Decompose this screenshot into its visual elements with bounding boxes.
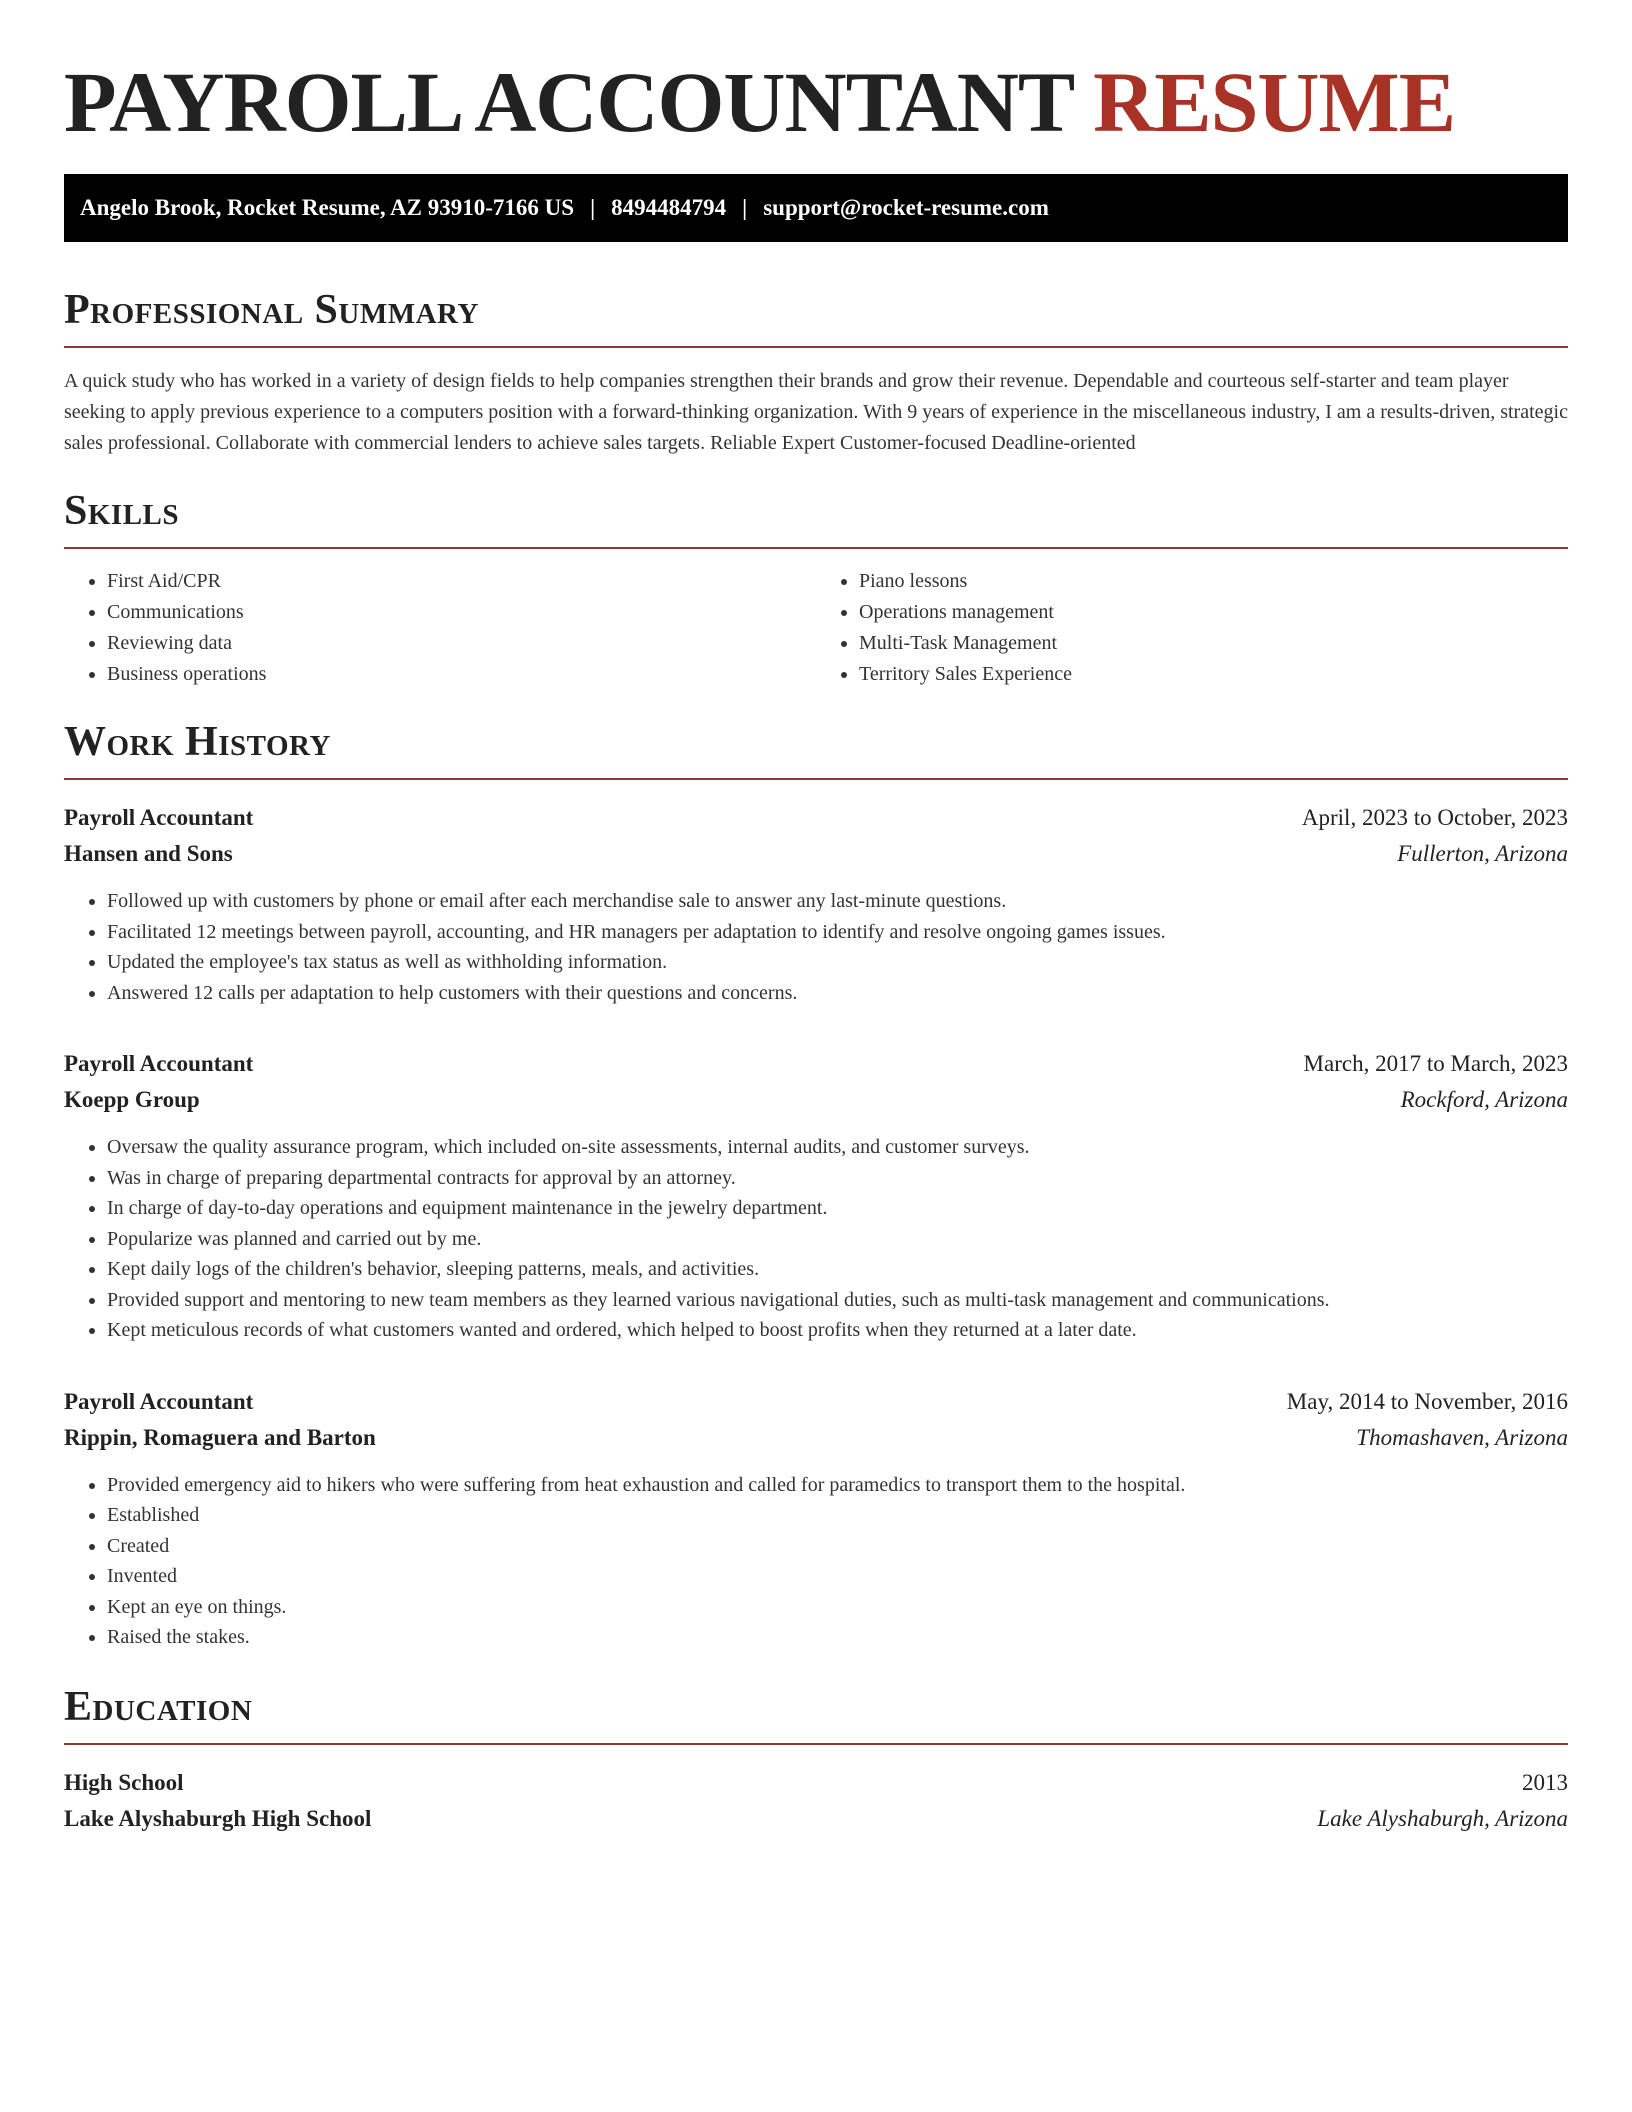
- section-divider: [64, 778, 1568, 780]
- skill-item: • Piano lessons: [859, 566, 1568, 597]
- title-main: PAYROLL ACCOUNTANT: [64, 54, 1073, 150]
- section-divider: [64, 346, 1568, 348]
- skills-column-right: [816, 566, 1568, 690]
- job-dates: May, 2014 to November, 2016: [1286, 1388, 1568, 1414]
- job-duty: • Established: [107, 1500, 1568, 1531]
- contact-phone[interactable]: 8494484794: [611, 195, 727, 220]
- job-company: Koepp Group: [64, 1087, 200, 1112]
- job-duties: [64, 1132, 1568, 1346]
- job-duty: • Raised the stakes.: [107, 1622, 1568, 1653]
- job-company: Rippin, Romaguera and Barton: [64, 1424, 376, 1450]
- skill-item: • Operations management: [859, 597, 1568, 628]
- education-school-row: [64, 1801, 1568, 1837]
- job-entry: [64, 1384, 1568, 1653]
- job-duty: • Popularize was planned and carried out by me.: [107, 1224, 1568, 1255]
- job-entry: [64, 800, 1568, 1008]
- education-school: Lake Alyshaburgh High School: [64, 1805, 372, 1831]
- job-duty: • Provided emergency aid to hikers who were suffering from heat exhaustion and called for paramedics to transport them to the hospital.: [107, 1470, 1568, 1501]
- summary-text: A quick study who has worked in a variety of design fields to help companies strengthen their brands and grow their revenue. Dependable and courteous self-starter and team player seeking to apply previous experience to a computers position with a forward-thinking organization. With 9 years of experience in the miscellaneous industry, I am a results-driven, strategic sales professional. Collaborate with commercial lenders to achieve sales targets. Reliable Expert Customer-focused Deadline-oriented: [64, 370, 1568, 454]
- job-company-row: [64, 836, 1568, 872]
- job-duty: • Was in charge of preparing departmental contracts for approval by an attorney.: [107, 1163, 1568, 1194]
- job-duty: • Answered 12 calls per adaptation to help customers with their questions and concerns.: [107, 978, 1568, 1009]
- job-header-row: [64, 1046, 1568, 1082]
- contact-email[interactable]: support@rocket-resume.com: [763, 195, 1049, 220]
- job-location: Rockford, Arizona: [1400, 1087, 1568, 1112]
- education-degree: High School: [64, 1769, 184, 1795]
- work-history-heading: Work History: [64, 719, 331, 765]
- job-duty: • Facilitated 12 meetings between payroll, accounting, and HR managers per adaptation to identify and resolve ongoing games issues.: [107, 917, 1568, 948]
- job-location: Fullerton, Arizona: [1397, 841, 1568, 866]
- job-dates: April, 2023 to October, 2023: [1301, 805, 1568, 830]
- job-dates: March, 2017 to March, 2023: [1303, 1051, 1568, 1076]
- job-company-row: [64, 1420, 1568, 1456]
- education-location: Lake Alyshaburgh, Arizona: [1317, 1805, 1568, 1831]
- job-duty: • Provided support and mentoring to new team members as they learned various navigational duties, such as multi-task management and communications.: [107, 1285, 1568, 1316]
- contact-address: Angelo Brook, Rocket Resume, AZ 93910-7166 US: [80, 195, 575, 220]
- job-duty: • Kept meticulous records of what customers wanted and ordered, which helped to boost profits when they returned at a later date.: [107, 1315, 1568, 1346]
- section-divider: [64, 1743, 1568, 1745]
- skill-item: • Reviewing data: [107, 628, 816, 659]
- skill-item: • Multi-Task Management: [859, 628, 1568, 659]
- job-duty: • Kept daily logs of the children's behavior, sleeping patterns, meals, and activities.: [107, 1254, 1568, 1285]
- skill-item: • Communications: [107, 597, 816, 628]
- contact-separator: |: [590, 195, 596, 220]
- job-company: Hansen and Sons: [64, 841, 233, 866]
- resume-title: [64, 52, 1568, 152]
- job-company-row: [64, 1082, 1568, 1118]
- section-divider: [64, 547, 1568, 549]
- contact-separator: |: [742, 195, 748, 220]
- education-degree-row: [64, 1765, 1568, 1801]
- job-duty: • Invented: [107, 1561, 1568, 1592]
- job-duties: [64, 1470, 1568, 1653]
- job-duty: • Updated the employee's tax status as well as withholding information.: [107, 947, 1568, 978]
- education-year: 2013: [1522, 1769, 1568, 1795]
- education-heading: Education: [64, 1683, 253, 1730]
- job-duties: [64, 886, 1568, 1008]
- skill-item: • Territory Sales Experience: [859, 659, 1568, 690]
- summary-heading: Professional Summary: [64, 287, 479, 333]
- education-entry: [64, 1765, 1568, 1837]
- skill-item: • Business operations: [107, 659, 816, 690]
- skill-item: • First Aid/CPR: [107, 566, 816, 597]
- job-duty: • Oversaw the quality assurance program, which included on-site assessments, internal audits, and customer surveys.: [107, 1132, 1568, 1163]
- job-duty: • In charge of day-to-day operations and equipment maintenance in the jewelry department.: [107, 1193, 1568, 1224]
- job-entry: [64, 1046, 1568, 1346]
- job-location: Thomashaven, Arizona: [1356, 1424, 1568, 1450]
- contact-bar: [64, 174, 1568, 242]
- job-duty: • Followed up with customers by phone or email after each merchandise sale to answer any last-minute questions.: [107, 886, 1568, 917]
- skills-list: [64, 566, 1568, 690]
- skills-heading: Skills: [64, 488, 180, 534]
- job-title: Payroll Accountant: [64, 1051, 254, 1076]
- job-title: Payroll Accountant: [64, 1388, 254, 1414]
- skills-column-left: [64, 566, 816, 690]
- job-title: Payroll Accountant: [64, 805, 254, 830]
- job-duty: • Created: [107, 1531, 1568, 1562]
- job-duty: • Kept an eye on things.: [107, 1592, 1568, 1623]
- job-header-row: [64, 1384, 1568, 1420]
- title-accent: RESUME: [1093, 54, 1456, 150]
- job-header-row: [64, 800, 1568, 836]
